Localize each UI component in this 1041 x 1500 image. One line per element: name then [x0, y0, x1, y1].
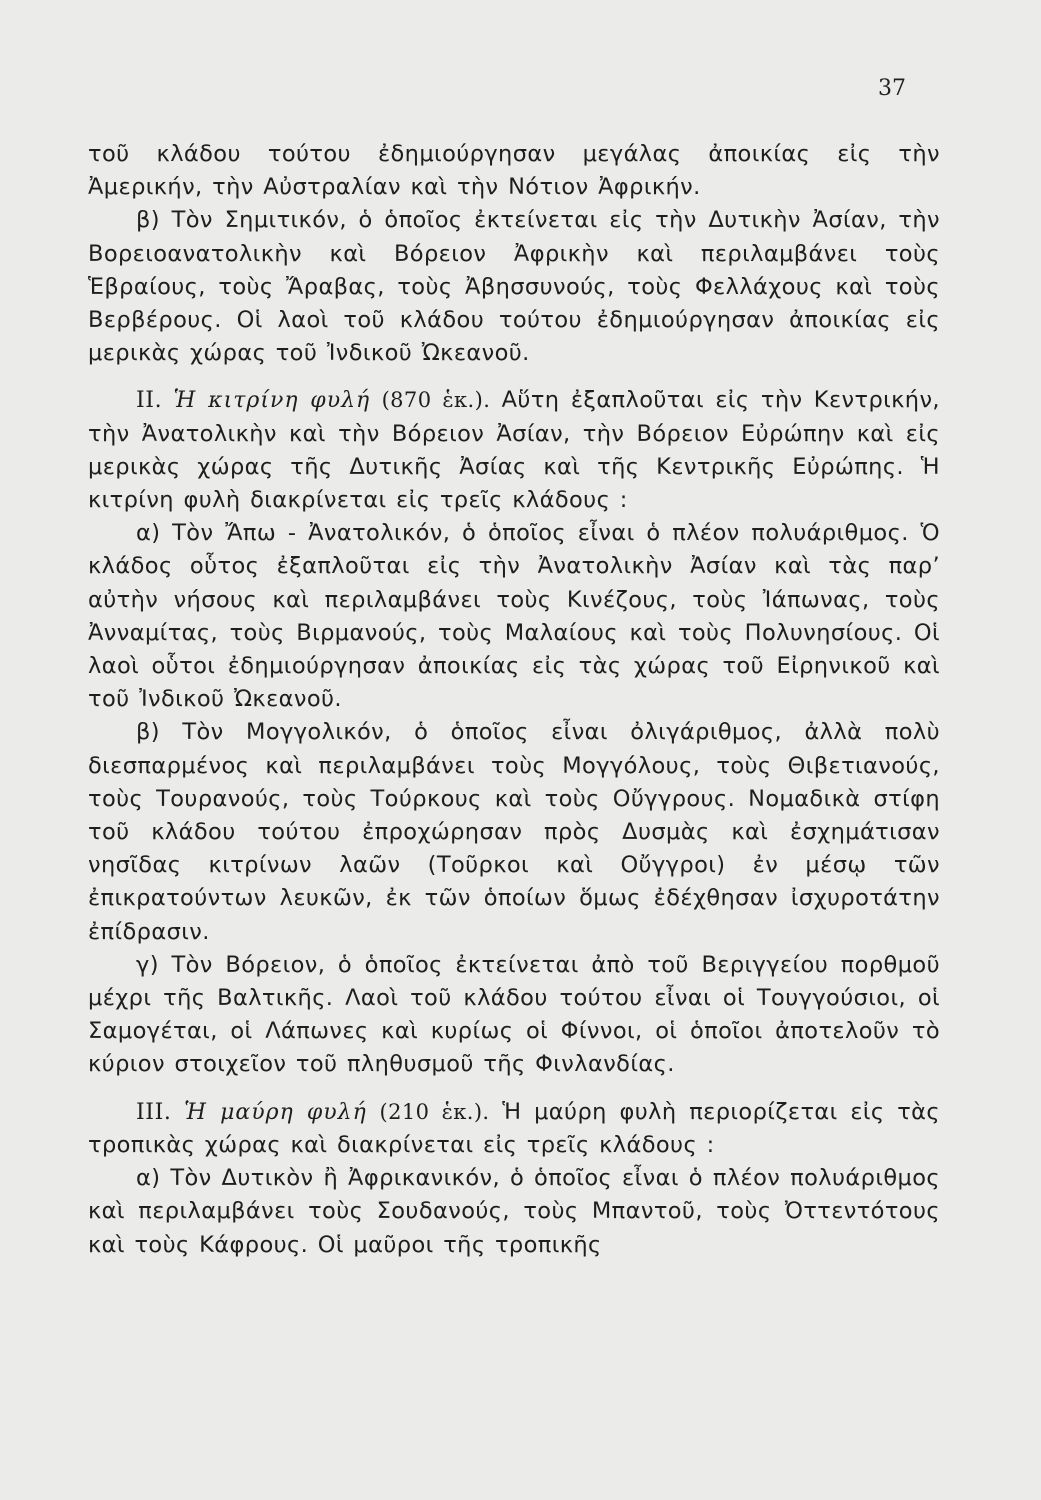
- section-population: (870 ἑκ.).: [381, 388, 491, 413]
- paragraph-far-east-branch: α) Τὸν Ἄπω - Ἀνατολικόν, ὁ ὁποῖος εἶναι ὁ πλέον πολυάριθμος. Ὁ κλάδος οὗτος ἐξαπλοῦται εἰς τὴν Ἀνατολικὴν Ἀσίαν καὶ τὰς παρ’ αὐτὴν νήσους καὶ περιλαμβάνει τοὺς Κινέζους, τοὺς Ἰάπωνας, τοὺς Ἀνναμίτας, τοὺς Βιρμανούς, τοὺς Μαλαίους καὶ τοὺς Πολυνησίους. Οἱ λαοὶ οὗτοι ἐδημιούργησαν ἀποικίας εἰς τὰς χώρας τοῦ Εἰρηνικοῦ καὶ τοῦ Ἰνδικοῦ Ὠκεανοῦ.: [88, 520, 940, 713]
- paragraph-continuation: τοῦ κλάδου τούτου ἐδημιούργησαν μεγάλας ἀποικίας εἰς τὴν Ἀμερικήν, τὴν Αὐστραλίαν καὶ τὴν Νότιον Ἀφρικήν.: [88, 141, 940, 201]
- body-text: [88, 138, 940, 1262]
- section-population: (210 ἑκ.).: [379, 1099, 490, 1124]
- paragraph-western-branch: α) Τὸν Δυτικὸν ἢ Ἀφρικανικόν, ὁ ὁποῖος εἶναι ὁ πλέον πολυάριθμος καὶ περιλαμβάνει τοὺς Σουδανούς, τοὺς Μπαντοῦ, τοὺς Ὀττεντότους καὶ τοὺς Κάφρους. Οἱ μαῦροι τῆς τροπικῆς: [88, 1165, 940, 1258]
- section-yellow-race: [88, 384, 940, 517]
- section-black-race: [88, 1096, 940, 1162]
- paragraph-northern-branch: γ) Τὸν Βόρειον, ὁ ὁποῖος ἐκτείνεται ἀπὸ τοῦ Βεριγγείου πορθμοῦ μέχρι τῆς Βαλτικῆς. Λαοὶ τοῦ κλάδου τούτου εἶναι οἱ Τουγγούσιοι, οἱ Σαμογέται, οἱ Λάπωνες καὶ κυρίως οἱ Φίννοι, οἱ ὁποῖοι ἀποτελοῦν τὸ κύριον στοιχεῖον τοῦ πληθυσμοῦ τῆς Φινλανδίας.: [88, 951, 940, 1078]
- section-text: Αὕτη ἐξαπλοῦται εἰς τὴν Κεντρικήν, τὴν Ἀνατολικὴν καὶ τὴν Βόρειον Ἀσίαν, τὴν Βόρειον Εὐρώπην καὶ εἰς μερικὰς χώρας τῆς Δυτικῆς Ἀσίας καὶ τῆς Κεντρικῆς Εὐρώπης. Ἡ κιτρίνη φυλὴ διακρίνεται εἰς τρεῖς κλάδους :: [88, 387, 940, 514]
- page-number: 37: [878, 76, 906, 101]
- paragraph-mongol-branch: β) Τὸν Μογγολικόν, ὁ ὁποῖος εἶναι ὀλιγάριθμος, ἀλλὰ πολὺ διεσπαρμένος καὶ περιλαμβάνει τοὺς Μογγόλους, τοὺς Θιβετιανούς, τοὺς Τουρανούς, τοὺς Τούρκους καὶ τοὺς Οὔγγρους. Νομαδικὰ στίφη τοῦ κλάδου τούτου ἐπροχώρησαν πρὸς Δυσμὰς καὶ ἐσχημάτισαν νησῖδας κιτρίνων λαῶν (Τοῦρκοι καὶ Οὔγγροι) ἐν μέσῳ τῶν ἐπικρατούντων λευκῶν, ἐκ τῶν ὁποίων ὅμως ἐδέχθησαν ἰσχυροτάτην ἐπίδρασιν.: [88, 719, 940, 945]
- section-title: Ἡ μαύρη φυλή: [184, 1099, 367, 1125]
- section-text: Ἡ μαύρη φυλὴ περιορίζεται εἰς τὰς τροπικὰς χώρας καὶ διακρίνεται εἰς τρεῖς κλάδους :: [88, 1098, 940, 1158]
- section-number: III.: [136, 1099, 172, 1125]
- paragraph-semitic-branch: β) Τὸν Σημιτικόν, ὁ ὁποῖος ἐκτείνεται εἰς τὴν Δυτικὴν Ἀσίαν, τὴν Βορειοανατολικὴν καὶ Βόρειον Ἀφρικὴν καὶ περιλαμβάνει τοὺς Ἑβραίους, τοὺς Ἄραβας, τοὺς Ἀβησσυνούς, τοὺς Φελλάχους καὶ τοὺς Βερβέρους. Οἱ λαοὶ τοῦ κλάδου τούτου ἐδημιούργησαν ἀποικίας εἰς μερικὰς χώρας τοῦ Ἰνδικοῦ Ὠκεανοῦ.: [88, 207, 940, 367]
- section-title: Ἡ κιτρίνη φυλή: [173, 388, 371, 414]
- section-number: II.: [136, 388, 163, 414]
